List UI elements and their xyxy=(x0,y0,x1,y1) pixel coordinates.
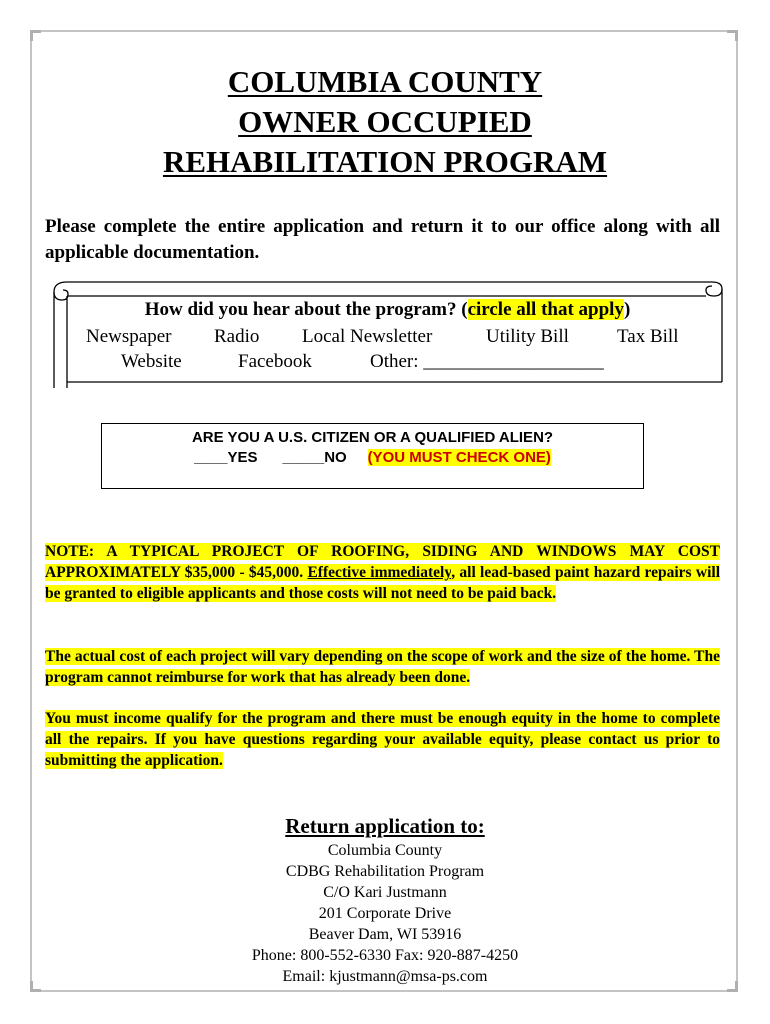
option-local-newsletter[interactable]: Local Newsletter xyxy=(302,326,433,347)
note-cost-part2: , all lead-based paint hazard repairs will be granted to eligible applicants and those costs will not need to be paid back. xyxy=(45,564,720,602)
note-income-qualify-text: You must income qualify for the program and there must be enough equity in the home to complete all the repairs. If you have questions regarding your available equity, please contact us prior to submitting the application. xyxy=(45,710,720,769)
citizenship-answers xyxy=(102,448,643,468)
border-corner xyxy=(30,30,41,41)
citizenship-instruction: (YOU MUST CHECK ONE) xyxy=(367,449,551,466)
return-address-block xyxy=(0,812,770,987)
question-highlight: circle all that apply xyxy=(467,299,624,320)
return-address-lines xyxy=(0,840,770,987)
hear-about-question xyxy=(50,298,725,322)
return-line: Columbia County xyxy=(327,842,443,859)
return-heading: Return application to: xyxy=(285,814,485,838)
return-line: C/O Kari Justmann xyxy=(323,884,447,901)
title-line-1: COLUMBIA COUNTY xyxy=(227,64,543,99)
return-line: 201 Corporate Drive xyxy=(318,905,452,922)
option-utility-bill[interactable]: Utility Bill xyxy=(486,326,569,347)
border-corner xyxy=(727,30,738,41)
return-phone-fax: Phone: 800-552-6330 Fax: 920-887-4250 xyxy=(251,947,519,964)
question-suffix: ) xyxy=(623,299,631,320)
note-cost xyxy=(45,541,720,604)
option-other[interactable]: Other: ___________________ xyxy=(370,351,604,372)
title-line-3: REHABILITATION PROGRAM xyxy=(162,144,608,179)
option-facebook[interactable]: Facebook xyxy=(238,351,312,372)
intro-text: Please complete the entire application and return it to our office along with all applicable documentation. xyxy=(45,216,720,263)
note-actual-cost-text: The actual cost of each project will vary depending on the scope of work and the size of the home. The program cannot reimburse for work that has already been done. xyxy=(45,648,720,686)
question-prefix: How did you hear about the program? ( xyxy=(144,299,468,320)
note-effective-immediately: Effective immediately xyxy=(307,564,452,581)
return-line: CDBG Rehabilitation Program xyxy=(285,863,485,880)
citizenship-yes[interactable]: ____YES xyxy=(194,449,258,466)
note-actual-cost xyxy=(45,646,720,688)
note-income-qualify xyxy=(45,708,720,771)
citizenship-question: ARE YOU A U.S. CITIZEN OR A QUALIFIED ALIEN? xyxy=(191,429,554,446)
option-tax-bill[interactable]: Tax Bill xyxy=(617,326,679,347)
return-line: Beaver Dam, WI 53916 xyxy=(308,926,462,943)
option-newspaper[interactable]: Newspaper xyxy=(86,326,172,347)
document-title xyxy=(0,62,770,182)
title-line-2: OWNER OCCUPIED xyxy=(238,104,532,139)
return-email: Email: kjustmann@msa-ps.com xyxy=(282,968,488,985)
option-radio[interactable]: Radio xyxy=(214,326,260,347)
hear-about-scroll-banner xyxy=(50,278,725,388)
note-cost-part1: NOTE: A TYPICAL PROJECT OF ROOFING, SIDING AND WINDOWS MAY COST APPROXIMATELY $35,000 - $45,000. xyxy=(45,543,720,581)
option-website[interactable]: Website xyxy=(121,351,182,372)
citizenship-no[interactable]: _____NO xyxy=(282,449,347,466)
citizenship-box xyxy=(101,423,644,489)
